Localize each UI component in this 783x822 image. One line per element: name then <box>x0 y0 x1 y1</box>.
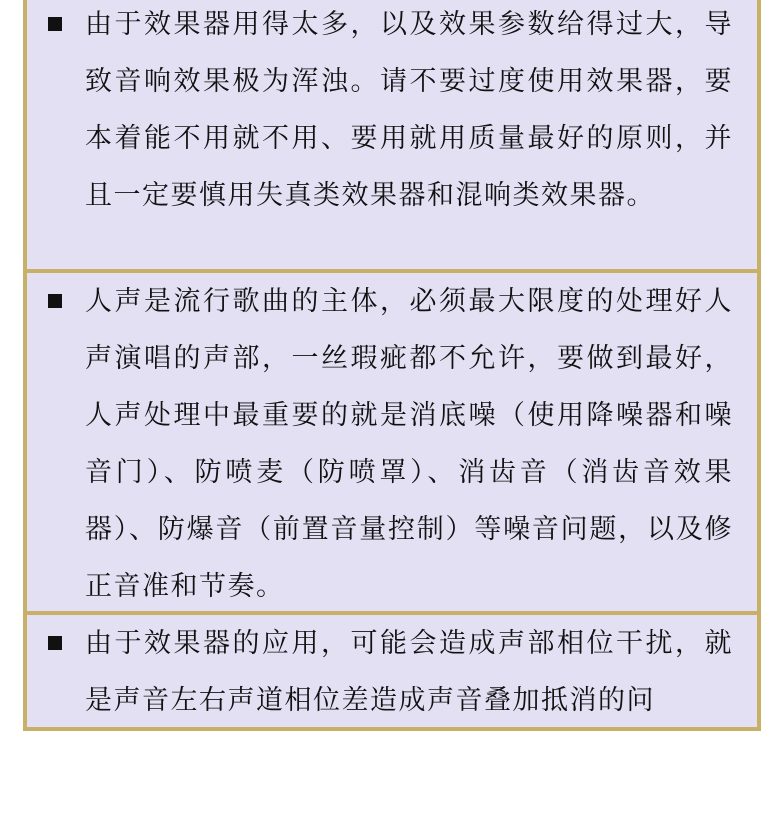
list-item <box>27 273 757 615</box>
list-item-text: 由于效果器用得太多，以及效果参数给得过大，导致音响效果极为浑浊。请不要过度使用效果器，要本着能不用就不用、要用就用质量最好的原则，并且一定要慎用失真类效果器和混响类效果器。 <box>85 9 733 211</box>
black-square-bullet-icon <box>48 636 62 650</box>
list-item-text: 人声是流行歌曲的主体，必须最大限度的处理好人声演唱的声部，一丝瑕疵都不允许，要做到最好，人声处理中最重要的就是消底噪（使用降噪器和噪音门）、防喷麦（防喷罩）、消齿音（消齿音效果器）、防爆音（前置音量控制）等噪音问题，以及修正音准和节奏。 <box>85 286 733 602</box>
list-item-text: 由于效果器的应用，可能会造成声部相位干扰，就是声音左右声道相位差造成声音叠加抵消的问 <box>85 628 733 716</box>
black-square-bullet-icon <box>48 17 62 31</box>
list-item <box>27 0 757 273</box>
list-item <box>27 615 757 727</box>
black-square-bullet-icon <box>48 294 62 308</box>
bullet-list-box <box>23 0 761 731</box>
